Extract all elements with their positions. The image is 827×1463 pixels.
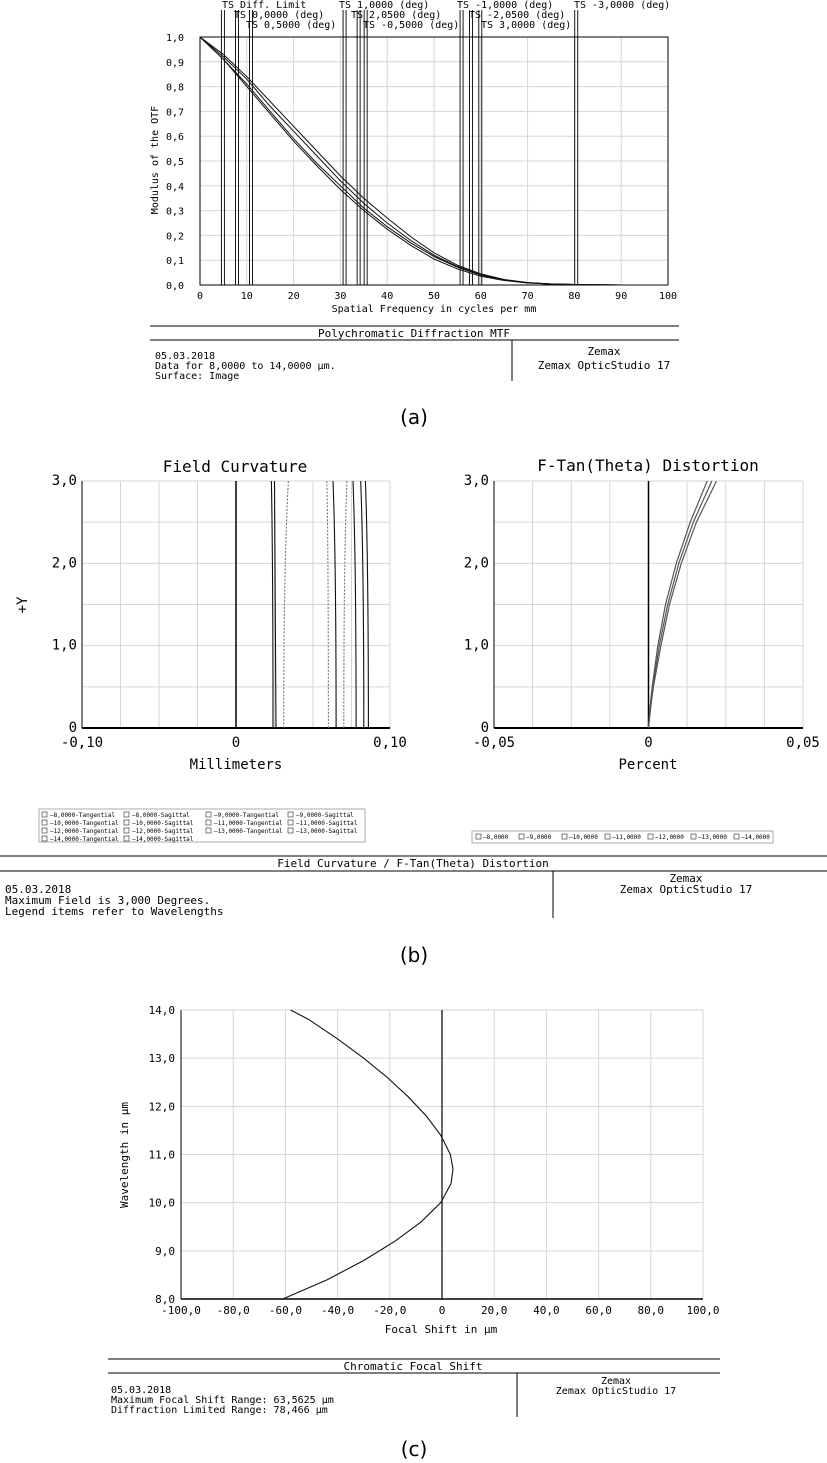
cf-footer	[108, 1359, 720, 1417]
mtf-legend	[222, 0, 670, 31]
field-curvature-legend	[39, 809, 365, 843]
caption-c: (c)	[400, 1437, 428, 1461]
chromatic-shift-y-axis-label: Wavelength in µm	[118, 1102, 131, 1208]
fc-legend-item: —9,0000-Sagittal	[296, 812, 354, 819]
cf-y-tick: 14,0	[148, 1004, 175, 1017]
mtf-y-tick: 0,4	[165, 181, 184, 193]
mtf-y-axis-label: Modulus of the OTF	[150, 105, 161, 215]
fc-x-tick: 0	[231, 735, 241, 751]
mtf-footer-title: Polychromatic Diffraction MTF	[317, 327, 511, 340]
mtf-x-tick: 100	[658, 291, 678, 302]
di-x-tick: -0,05	[472, 735, 516, 751]
mtf-y-tick: 0,2	[165, 231, 184, 243]
fc-footer-legend-note: Legend items refer to Wavelengths	[5, 905, 224, 918]
distortion-x-axis-label: Percent	[618, 757, 678, 773]
di-legend-item: —11,0000	[612, 834, 641, 841]
fc-footer-max-field: Maximum Field is 3,000 Degrees.	[5, 894, 211, 907]
mtf-x-tick: 40	[381, 291, 394, 302]
cf-x-tick: 0	[438, 1304, 446, 1317]
mtf-legend-label: TS -1,0000 (deg)	[457, 0, 554, 11]
mtf-footer-date: 05.03.2018	[155, 351, 216, 362]
fc-x-tick: -0,10	[60, 735, 104, 751]
mtf-x-tick: 20	[287, 291, 300, 302]
mtf-legend-label: TS 2,0500 (deg)	[351, 10, 442, 21]
fc-legend-item: —14,0000-Sagittal	[132, 836, 194, 843]
mtf-y-tick: 0,5	[165, 157, 184, 168]
fc-y-tick: 3,0	[51, 473, 77, 489]
fc-footer-date: 05.03.2018	[5, 883, 72, 896]
fc-legend-item: —10,0000-Sagittal	[132, 820, 194, 827]
cf-x-tick: -100,0	[161, 1304, 201, 1317]
di-legend-item: —9,0000	[526, 834, 552, 841]
cf-x-tick: -60,0	[268, 1304, 302, 1317]
mtf-x-tick: 70	[521, 291, 534, 302]
mtf-footer-surface: Surface: Image	[155, 371, 240, 382]
fc-y-tick: 2,0	[51, 555, 77, 572]
mtf-legend-label: TS -2,0500 (deg)	[469, 10, 566, 21]
mtf-legend-label: TS 0,0000 (deg)	[234, 10, 325, 21]
fc-footer-product: Zemax OpticStudio 17	[619, 883, 753, 896]
mtf-x-tick: 60	[474, 291, 487, 302]
fc-legend-item: —10,0000-Tangential	[50, 820, 119, 827]
fc-footer	[0, 856, 827, 918]
cf-x-tick: 80,0	[637, 1304, 665, 1317]
mtf-legend-markers	[221, 10, 577, 285]
caption-b: (b)	[399, 943, 429, 967]
di-legend-item: —12,0000	[655, 834, 684, 841]
mtf-legend-label: TS Diff. Limit	[222, 0, 307, 11]
field-curvature-title: Field Curvature	[162, 457, 308, 476]
cf-y-tick: 8,0	[155, 1293, 175, 1306]
mtf-y-tick: 0,3	[165, 206, 184, 218]
mtf-legend-label: TS 1,0000 (deg)	[339, 0, 430, 11]
fc-x-tick: 0,10	[373, 735, 407, 751]
mtf-grid	[200, 37, 668, 285]
cf-footer-brand: Zemax	[600, 1376, 632, 1387]
di-x-tick: 0,05	[786, 735, 820, 751]
mtf-legend-label: TS 0,5000 (deg)	[246, 20, 337, 31]
fc-footer-title: Field Curvature / F-Tan(Theta) Distortion	[277, 857, 549, 870]
fc-legend-item: —11,0000-Sagittal	[296, 820, 358, 827]
di-y-tick: 3,0	[463, 473, 489, 489]
fc-footer-brand: Zemax	[669, 872, 703, 885]
mtf-legend-label: TS 3,0000 (deg)	[481, 20, 572, 31]
fc-legend-item: —13,0000-Tangential	[214, 828, 283, 835]
fc-legend-item: —13,0000-Sagittal	[296, 828, 358, 835]
chromatic-shift-grid	[181, 1010, 703, 1299]
distortion-grid	[494, 481, 803, 728]
cf-footer-max-shift: Maximum Focal Shift Range: 63,5625 µm	[111, 1395, 334, 1406]
cf-x-tick: 20,0	[480, 1304, 508, 1317]
cf-y-tick: 12,0	[148, 1100, 175, 1114]
mtf-x-tick: 10	[240, 291, 253, 302]
distortion-legend	[472, 831, 773, 843]
mtf-y-tick: 0,8	[165, 82, 184, 94]
chromatic-shift-tick-labels	[149, 1004, 720, 1317]
mtf-footer-data-range: Data for 8,0000 to 14,0000 µm.	[155, 361, 336, 372]
fc-y-tick: 0	[68, 720, 77, 736]
mtf-y-tick: 0,1	[165, 256, 184, 268]
distortion-tick-labels	[464, 473, 820, 751]
cf-y-tick: 13,0	[148, 1052, 175, 1066]
di-x-tick: 0	[644, 735, 653, 751]
di-legend-item: —13,0000	[698, 834, 727, 841]
mtf-footer-product: Zemax OpticStudio 17	[537, 359, 671, 372]
fc-y-tick: 1,0	[51, 637, 77, 654]
mtf-x-tick: 30	[334, 291, 347, 302]
mtf-x-axis-label: Spatial Frequency in cycles per mm	[331, 304, 537, 315]
cf-x-tick: -40,0	[321, 1304, 355, 1317]
fc-legend-item: —9,0000-Tangential	[214, 812, 280, 819]
mtf-legend-label: TS -0,5000 (deg)	[363, 20, 460, 31]
mtf-footer	[150, 326, 679, 382]
mtf-x-tick: 90	[615, 291, 628, 302]
mtf-x-tick: 80	[568, 291, 581, 302]
di-legend-item: —8,0000	[483, 834, 509, 841]
di-y-tick: 0	[480, 720, 489, 736]
field-curvature-x-axis-label: Millimeters	[189, 757, 283, 773]
mtf-x-tick: 0	[196, 291, 204, 302]
mtf-legend-label: TS -3,0000 (deg)	[574, 0, 671, 11]
di-y-tick: 2,0	[463, 555, 489, 572]
chromatic-shift-x-axis-label: Focal Shift in µm	[384, 1323, 498, 1336]
cf-y-tick: 9,0	[155, 1244, 175, 1258]
mtf-y-tick: 0,7	[165, 107, 184, 119]
cf-footer-title: Chromatic Focal Shift	[343, 1360, 483, 1373]
mtf-y-tick: 0,9	[165, 57, 184, 69]
cf-y-tick: 10,0	[148, 1196, 175, 1210]
cf-footer-date: 05.03.2018	[111, 1385, 172, 1396]
di-legend-item: —10,0000	[569, 834, 598, 841]
mtf-x-tick: 50	[427, 291, 441, 302]
fc-legend-item: —8,0000-Tangential	[50, 812, 116, 819]
di-y-tick: 1,0	[463, 637, 489, 654]
mtf-y-tick: 1,0	[165, 33, 184, 44]
fc-legend-item: —11,0000-Tangential	[214, 820, 283, 827]
cf-x-tick: -20,0	[373, 1304, 407, 1317]
cf-footer-product: Zemax OpticStudio 17	[555, 1386, 677, 1397]
cf-y-tick: 11,0	[148, 1148, 175, 1162]
field-curvature-y-axis-label: +Y	[15, 596, 31, 614]
distortion-title: F-Tan(Theta) Distortion	[537, 456, 759, 475]
fc-legend-item: —8,0000-Sagittal	[132, 812, 190, 819]
fc-legend-item: —12,0000-Sagittal	[132, 828, 194, 835]
cf-x-tick: 60,0	[585, 1304, 612, 1317]
mtf-footer-brand: Zemax	[587, 345, 621, 358]
fc-legend-item: —12,0000-Tangential	[50, 828, 119, 835]
mtf-y-tick: 0,0	[165, 281, 184, 292]
cf-footer-diff-range: Diffraction Limited Range: 78,466 µm	[111, 1405, 328, 1416]
di-legend-item: —14,0000	[741, 834, 770, 841]
fc-legend-item: —14,0000-Tangential	[50, 836, 119, 843]
caption-a: (a)	[400, 405, 428, 429]
cf-x-tick: 100,0	[686, 1304, 720, 1317]
cf-x-tick: 40,0	[533, 1304, 560, 1317]
mtf-y-tick: 0,6	[165, 132, 184, 144]
cf-x-tick: -80,0	[216, 1304, 250, 1317]
